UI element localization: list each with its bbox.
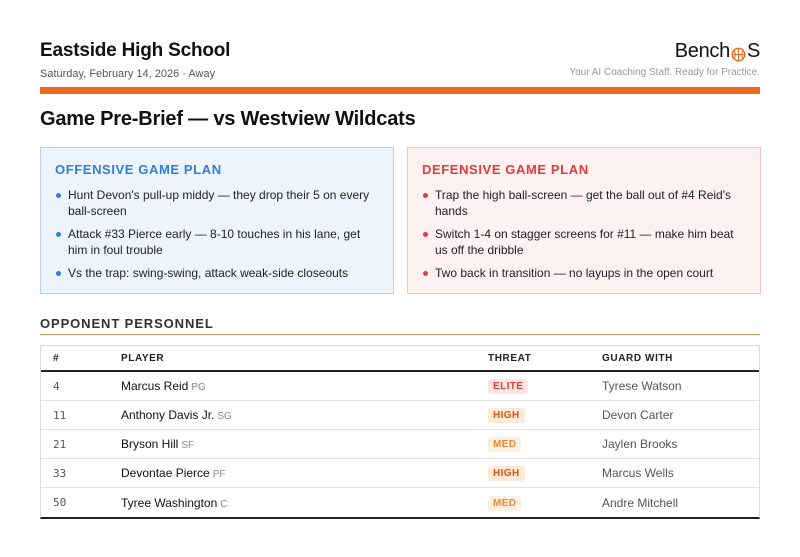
player-name: Marcus Reid xyxy=(121,379,189,393)
table-row xyxy=(41,459,759,488)
brand-logo-suffix: S xyxy=(746,40,760,62)
column-header-threat: THREAT xyxy=(488,352,532,364)
threat-cell xyxy=(488,436,602,452)
guard-assignment: Jaylen Brooks xyxy=(602,437,678,451)
column-header-guard: GUARD WITH xyxy=(602,352,673,364)
threat-cell xyxy=(488,495,602,511)
offensive-plan-item: Attack #33 Pierce early — 8-10 touches in his lane, get him in foul trouble xyxy=(55,226,379,258)
table-row xyxy=(41,401,759,430)
defensive-plan-list xyxy=(422,187,746,281)
defensive-plan-item: Switch 1-4 on stagger screens for #11 — make him beat us off the dribble xyxy=(422,226,746,258)
threat-badge: MED xyxy=(488,496,521,511)
threat-cell xyxy=(488,407,602,423)
threat-cell xyxy=(488,465,602,481)
game-date: Saturday, February 14, 2026 · Away xyxy=(40,68,216,80)
accent-divider xyxy=(40,87,760,94)
table-row xyxy=(41,372,759,401)
table-row xyxy=(41,488,759,517)
threat-badge: HIGH xyxy=(488,408,525,423)
guard-assignment: Tyrese Watson xyxy=(602,379,682,393)
brand-logo xyxy=(569,40,760,63)
player-cell xyxy=(121,437,488,451)
threat-badge: ELITE xyxy=(488,379,528,394)
offensive-plan-item: Vs the trap: swing-swing, attack weak-side closeouts xyxy=(55,265,379,281)
brand-tagline: Your AI Coaching Staff. Ready for Practice. xyxy=(569,67,760,78)
player-position: PF xyxy=(212,469,226,480)
basketball-icon xyxy=(731,45,746,60)
player-name: Tyree Washington xyxy=(121,495,218,510)
page-title: Game Pre-Brief — vs Westview Wildcats xyxy=(40,108,416,130)
threat-badge: MED xyxy=(488,437,521,452)
player-name: Bryson Hill xyxy=(121,437,179,451)
column-header-player: PLAYER xyxy=(121,352,165,364)
player-cell xyxy=(121,379,488,393)
player-number: 11 xyxy=(53,408,67,422)
player-number: 21 xyxy=(53,437,67,451)
player-name: Anthony Davis Jr. xyxy=(121,408,215,422)
player-cell xyxy=(121,466,488,480)
table-row xyxy=(41,430,759,459)
guard-assignment: Andre Mitchell xyxy=(602,495,679,510)
page-header xyxy=(40,40,760,80)
personnel-divider xyxy=(40,334,760,335)
player-cell xyxy=(121,408,488,422)
player-number: 33 xyxy=(53,466,67,480)
offensive-plan-item: Hunt Devon's pull-up middy — they drop their 5 on every ball-screen xyxy=(55,187,379,219)
defensive-plan-heading: DEFENSIVE GAME PLAN xyxy=(422,162,589,177)
player-position: SF xyxy=(181,440,195,451)
offensive-plan-card xyxy=(40,147,394,294)
defensive-plan-item: Trap the high ball-screen — get the ball out of #4 Reid's hands xyxy=(422,187,746,219)
player-position: PG xyxy=(191,382,206,393)
table-header-row xyxy=(41,346,759,372)
player-number: 4 xyxy=(53,379,60,393)
threat-badge: HIGH xyxy=(488,466,525,481)
player-cell xyxy=(121,496,488,510)
player-position: C xyxy=(220,498,228,510)
brand-block xyxy=(569,40,760,78)
player-name: Devontae Pierce xyxy=(121,466,210,480)
guard-assignment: Marcus Wells xyxy=(602,466,674,480)
player-number: 50 xyxy=(53,496,67,509)
offensive-plan-heading: OFFENSIVE GAME PLAN xyxy=(55,162,222,177)
personnel-table xyxy=(40,345,760,519)
brand-logo-prefix: Bench xyxy=(674,40,730,62)
school-name: Eastside High School xyxy=(40,40,231,61)
player-position: SG xyxy=(217,411,232,422)
offensive-plan-list xyxy=(55,187,379,281)
column-header-number: # xyxy=(53,352,60,364)
personnel-heading: OPPONENT PERSONNEL xyxy=(40,316,214,331)
defensive-plan-card xyxy=(407,147,761,294)
threat-cell xyxy=(488,378,602,394)
guard-assignment: Devon Carter xyxy=(602,408,674,422)
defensive-plan-item: Two back in transition — no layups in the open court xyxy=(422,265,746,281)
